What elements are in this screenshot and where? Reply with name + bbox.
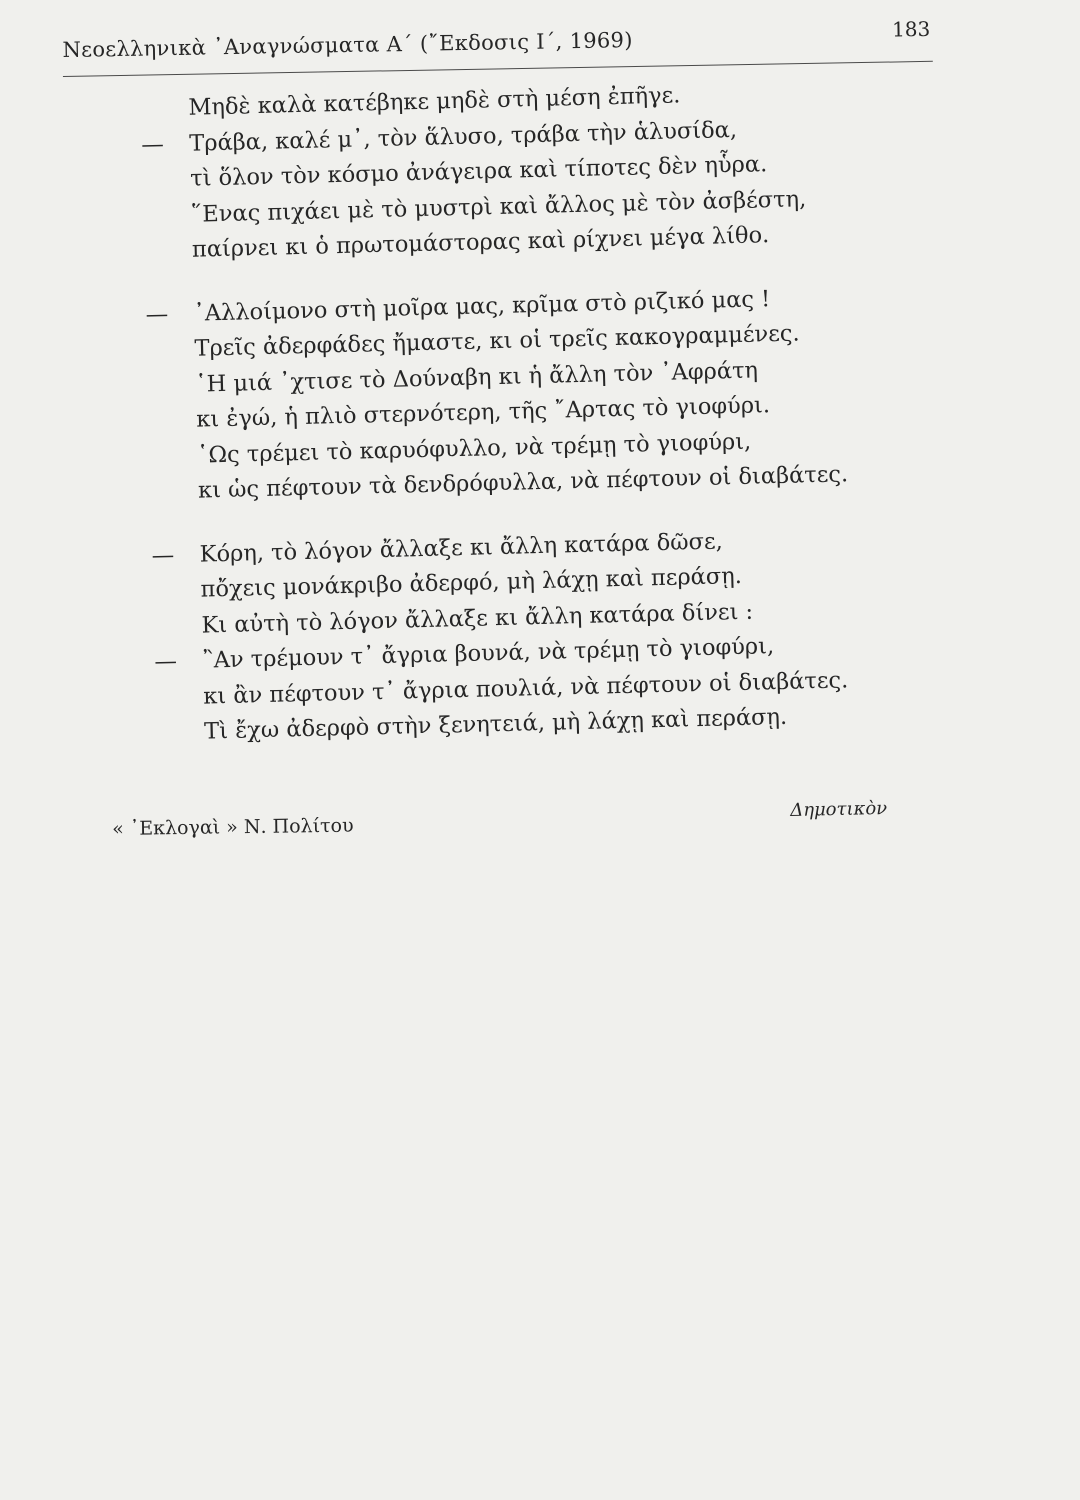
verse-dash	[140, 91, 180, 92]
stanza-1	[140, 72, 944, 270]
verse-dash	[147, 367, 187, 368]
verse-text: ῾Η μιά ᾿χτισε τὸ Δούναβη κι ἡ ἄλλη τὸν ᾿Αφράτη	[195, 356, 759, 398]
verse-dash	[142, 162, 182, 163]
stanza-3	[151, 518, 956, 751]
verse-text: ᾿Αλλοίμονο στὴ μοῖρα μας, κρῖμα στὸ ριζικό μας !	[193, 285, 771, 327]
verse-text: Μηδὲ καλὰ κατέβηκε μηδὲ στὴ μέση ἐπῆγε.	[188, 82, 681, 121]
verse-dash: —	[151, 541, 175, 569]
verse-text: ῍Αν τρέμουν τ᾿ ἄγρια βουνά, νὰ τρέμῃ τὸ γιοφύρι,	[202, 633, 775, 674]
verse-text: πὄχεις μονάκριβο ἀδερφό, μὴ λάχῃ καὶ περάσῃ.	[200, 562, 743, 603]
verse-text: κι ἂν πέφτουν τ᾿ ἄγρια πουλιά, νὰ πέφτουν οἱ διαβάτες.	[202, 666, 849, 710]
stanza-2	[145, 277, 950, 510]
source-citation: « ᾿Εκλογαὶ » Ν. Πολίτου	[112, 814, 354, 840]
verse-text: Τράβα, καλέ μ᾿, τὸν ἅλυσο, τράβα τὴν ἁλυσίδα,	[188, 116, 738, 157]
verse-text: Κι αὐτὴ τὸ λόγον ἄλλαξε κι ἄλλη κατάρα δίνει :	[201, 598, 754, 639]
verse-dash	[149, 438, 189, 439]
attribution: Δημοτικὸν	[790, 797, 888, 821]
verse-text: Τὶ ἔχω ἀδερφὸ στὴν ξενητειά, μὴ λάχῃ καὶ περάσῃ.	[203, 703, 788, 745]
verse-dash: —	[154, 648, 178, 675]
verse-text: τὶ ὅλον τὸν κόσμο ἀνάγειρα καὶ τίποτες δὲν ηὗρα.	[189, 151, 768, 192]
verse-dash: —	[140, 130, 165, 158]
verse-dash	[156, 715, 196, 716]
verse-dash	[152, 573, 192, 574]
verse-text: παίρνει κι ὁ πρωτομάστορας καὶ ρίχνει μέγα λίθο.	[191, 222, 770, 263]
verse-dash	[155, 679, 195, 680]
verse-dash	[143, 197, 183, 198]
verse-dash: —	[145, 300, 169, 328]
verse-text: ῾Ως τρέμει τὸ καρυόφυλλο, νὰ τρέμῃ τὸ γιοφύρι,	[196, 428, 752, 469]
verse-dash	[153, 608, 193, 609]
verse-dash	[148, 403, 188, 404]
verse-text: Τρεῖς ἀδερφάδες ἤμαστε, κι οἱ τρεῖς κακογραμμένες.	[194, 320, 800, 362]
verse-text: Κόρη, τὸ λόγον ἄλλαξε κι ἄλλη κατάρα δῶσε,	[199, 527, 724, 568]
running-head-title: Νεοελληνικὰ ᾿Αναγνώσματα Α΄ (῎Εκδοσις Ι΄, 1969)	[62, 28, 633, 62]
verse-text: κι ἐγώ, ἡ πλιὸ στερνότερη, τῆς ῎Αρτας τὸ γιοφύρι.	[195, 392, 771, 433]
verse-text: ῞Ενας πιχάει μὲ τὸ μυστρὶ καὶ ἄλλος μὲ τὸν ἀσβέστη,	[190, 185, 807, 228]
poem-body	[140, 72, 957, 780]
verse-dash	[144, 233, 184, 234]
verse-dash	[146, 332, 186, 333]
verse-text: κι ὡς πέφτουν τὰ δενδρόφυλλα, νὰ πέφτουν οἱ διαβάτες.	[197, 461, 849, 504]
verse-dash	[150, 474, 190, 475]
page-number: 183	[891, 16, 931, 42]
